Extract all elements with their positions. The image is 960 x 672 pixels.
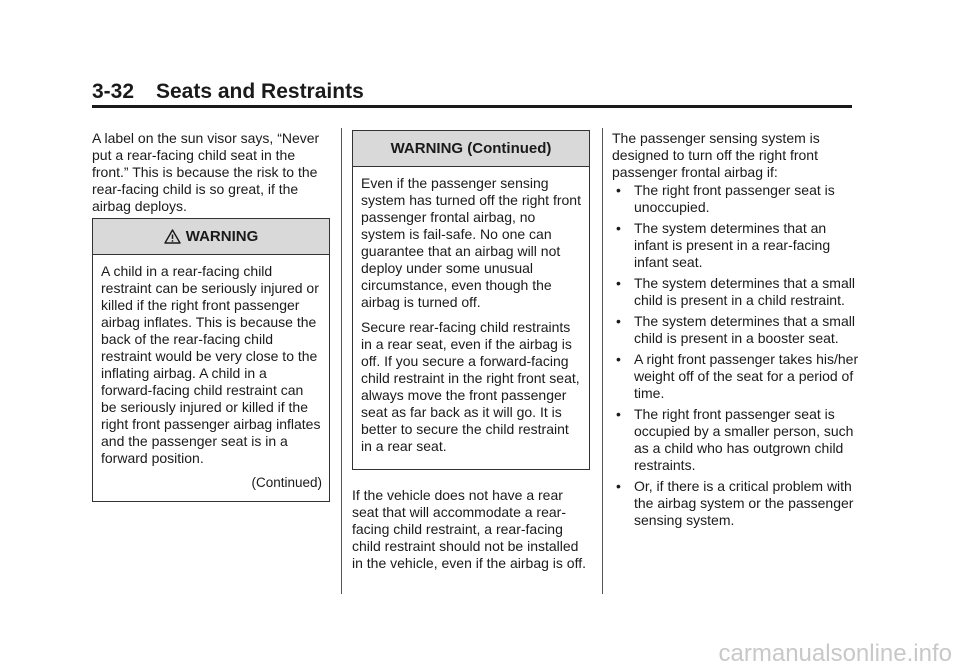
watermark: carmanualsonline.info: [718, 640, 952, 667]
warning-header: [93, 219, 329, 255]
no-rear-seat-paragraph: If the vehicle does not have a rear seat that will accommodate a rear-facing child restraint, a rear-facing child restraint should not be installed in the vehicle, even if the airbag is off.: [352, 487, 586, 571]
bullet-icon: •: [616, 351, 621, 367]
airbag-off-conditions-list: [612, 182, 864, 533]
bullet-icon: •: [616, 478, 621, 494]
warning-paragraph-fail-safe: Even if the passenger sensing system has turned off the right front passenger frontal airbag, no system is fail-safe. No one can guarantee that an airbag will not deploy under some unusual circumstance, even though the airbag is turned off.: [361, 175, 581, 310]
warning-continued-header: WARNING (Continued): [353, 131, 589, 167]
warning-box: [92, 218, 330, 502]
header-rule: [92, 105, 852, 108]
warning-title: WARNING: [185, 228, 259, 245]
warning-body: [93, 255, 329, 467]
list-item: • A right front passenger takes his/her weight off of the seat for a period of time.: [616, 351, 859, 401]
bullet-icon: •: [616, 182, 621, 198]
column-divider-left: [341, 128, 342, 594]
list-item: • The right front passenger seat is occupied by a smaller person, such as a child who has outgrown child restraints.: [616, 406, 854, 473]
sensing-intro-paragraph: The passenger sensing system is designed to turn off the right front passenger frontal airbag if:: [612, 130, 820, 180]
bullet-icon: •: [616, 275, 621, 291]
bullet-icon: •: [616, 220, 621, 236]
warning-text: A child in a rear-facing child restraint can be seriously injured or killed if the right front passenger airbag inflates. This is because the back of the rear-facing child restraint would be very close to the inflating airbag. A child in a forward-facing child restraint can be seriously injured or killed if the right front passenger airbag inflates and the passenger seat is in a forward position.: [101, 263, 321, 466]
page-title: Seats and Restraints: [156, 80, 364, 103]
warning-continued-box: [352, 130, 590, 470]
warning-continued-body: [353, 167, 589, 455]
list-item: • Or, if there is a critical problem with the airbag system or the passenger sensing system.: [616, 478, 854, 528]
list-item: • The system determines that a small child is present in a booster seat.: [616, 313, 855, 346]
page-number: 3-32: [92, 80, 135, 103]
list-item: • The system determines that a small child is present in a child restraint.: [616, 275, 855, 308]
bullet-icon: •: [616, 313, 621, 329]
list-item: • The right front passenger seat is unoccupied.: [616, 182, 835, 215]
column-divider-right: [602, 128, 603, 594]
sun-visor-paragraph: A label on the sun visor says, “Never put a rear-facing child seat in the front.” This is because the risk to the rear-facing child is so great, if the airbag deploys.: [92, 130, 320, 214]
continued-label: (Continued): [251, 475, 322, 490]
warning-paragraph-secure-rear: Secure rear-facing child restraints in a rear seat, even if the airbag is off. If you secure a forward-facing child restraint in the right front seat, always move the front passenger seat as far back as it will go. It is better to secure the child restraint in a rear seat.: [361, 319, 580, 454]
list-item: • The system determines that an infant is present in a rear-facing infant seat.: [616, 220, 831, 270]
warning-triangle-icon: [164, 229, 181, 244]
page-header: [92, 80, 852, 106]
bullet-icon: •: [616, 406, 621, 422]
